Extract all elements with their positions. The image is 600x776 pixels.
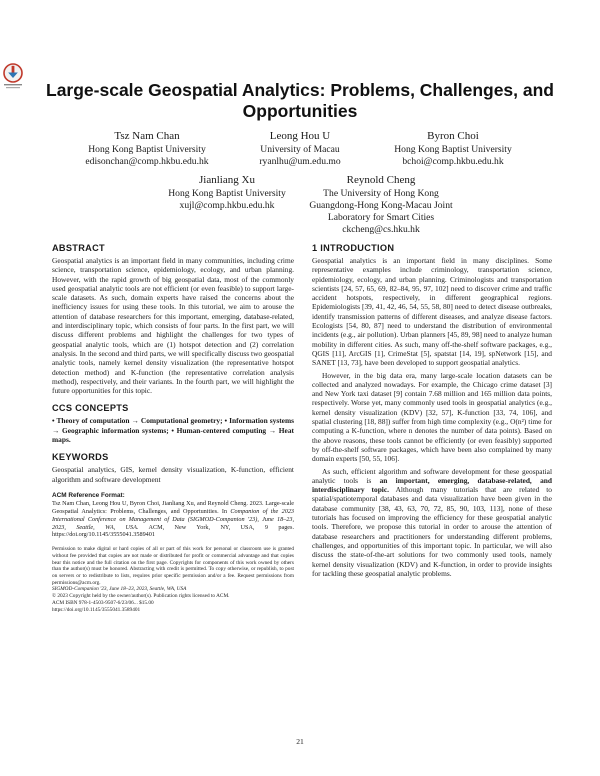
- author-affiliation: The University of Hong Kong: [323, 188, 439, 199]
- author-affiliation: Hong Kong Baptist University: [168, 188, 286, 199]
- check-for-updates-icon: [2, 62, 24, 90]
- author-affiliation: Hong Kong Baptist University: [394, 144, 512, 155]
- ccs-item: • Theory of computation → Computational geometry;: [52, 416, 223, 426]
- intro-text: Although many tutorials that are related to spatial/spatiotemporal databases and data visualization have been given in the database community [38, 43, 63, 70, 72, 85, 90, 103, 113], none of these tutorials has focused on improving the efficiency for these geospatial analytic tools. Therefore, we propose this tutorial in order to arouse the attention of database researchers and practitioners for understanding different problems, challenges, and opportunities of this important topic. In particular, we will also discuss the state-of-the-art solutions for two commonly used tools, namely kernel density visualization (KDV) and K-function, in order to provide insights for tackling these geospatial analytic problems.: [312, 485, 552, 578]
- author-affiliation: Hong Kong Baptist University: [88, 144, 206, 155]
- author-block: [286, 173, 476, 236]
- author-name: Tsz Nam Chan: [114, 130, 180, 142]
- author-email[interactable]: bchoi@comp.hkbu.edu.hk: [402, 156, 504, 167]
- keywords-heading: KEYWORDS: [52, 452, 109, 463]
- conference-line: SIGMOD-Companion '23, June 18–23, 2023, Seattle, WA, USA: [52, 586, 187, 593]
- intro-emphasis: an important, emerging, database-related, and interdisciplinary topic.: [312, 475, 552, 495]
- author-email[interactable]: edisonchan@comp.hkbu.edu.hk: [85, 156, 209, 167]
- author-name: Reynold Cheng: [346, 174, 416, 186]
- author-email[interactable]: ckcheng@cs.hku.hk: [342, 224, 420, 235]
- acm-reference-venue: Companion of the 2023 International Conference on Management of Data (SIGMOD-Companion '23), June 18–23, 2023, Seattle, WA, USA.: [52, 508, 295, 531]
- author-email[interactable]: ryanlhu@um.edu.mo: [259, 156, 341, 167]
- paper-title: Large-scale Geospatial Analytics: Problems, Challenges, and Opportunities: [46, 80, 554, 121]
- isbn-line: ACM ISBN 978-1-4503-9507-6/23/06... $15.00: [52, 599, 154, 606]
- keywords-text: Geospatial analytics, GIS, kernel density visualization, K-function, efficient algorithm and software development: [52, 465, 294, 484]
- author-name: Leong Hou U: [269, 130, 331, 142]
- ccs-heading: CCS CONCEPTS: [52, 403, 129, 414]
- acm-reference-heading: ACM Reference Format:: [52, 491, 125, 499]
- author-name: Jianliang Xu: [199, 174, 255, 186]
- acm-reference-doi[interactable]: ACM, New York, NY, USA, 9 pages. https://doi.org/10.1145/3555041.3589401: [52, 523, 294, 539]
- author-affiliation: University of Macau: [260, 144, 340, 155]
- author-block: [358, 129, 548, 168]
- acm-reference-text: [52, 500, 294, 539]
- copyright-line: © 2023 Copyright held by the owner/author(s). Publication rights licensed to ACM.: [52, 593, 230, 600]
- left-column: [52, 242, 294, 613]
- abstract-text: Geospatial analytics is an important field in many communities, including crime science, transportation science, epidemiology, ecology, and urban planning. However, with the rapid growth of big geospatial data, most of the commonly used geospatial analytic tools are not efficient (or even feasible) to support large-scale datasets. As such, domain experts have raised the concerns about the inefficiency issues for using these tools. In this tutorial, we aim to arouse the attention of database researchers for this important, emerging, database-related, and interdisciplinary topic, which consists of four parts. In the first part, we will discuss different problems and highlight the challenges for two types of geospatial analytic tools, which are (1) hotspot detection and (2) correlation analysis. In the second and third parts, we will specifically discuss two geospatial analytic tools, namely kernel density visualization (the representative hotspot detection method) and K-function (the representative correlation analysis method), respectively, and their variants. In the fourth part, we will highlight the future opportunities for this topic.: [52, 256, 294, 396]
- permission-notice: Permission to make digital or hard copies of all or part of this work for personal or classroom use is granted without fee provided that copies are not made or distributed for profit or commercial advantage and that copies bear this notice and the full citation on the first page. Copyrights for components of this work owned by others than the author(s) must be honored. Abstracting with credit is permitted. To copy otherwise, or republish, to post on servers or to redistribute to lists, requires prior specific permission and/or a fee. Request permissions from permissions@acm.org.: [52, 546, 294, 586]
- page-number: 21: [296, 737, 304, 746]
- intro-paragraph: However, in the big data era, many large-scale location datasets can be collected and analyzed nowadays. For example, the Chicago crime dataset [3] and New York taxi dataset [9] contain 7.68 million and 165 million data points, respectively. Worse yet, many commonly used tools in geospatial analytics (e.g., kernel density visualization (KDV) [32, 57], K-function [33, 74, 106], and spatial clustering [18, 88]) suffer from high time complexity (e.g., O(n²) time for computing a K-function, where n denotes the number of data points). Based on the above reasons, these tools cannot be efficiently (or even feasibly) supported by off-the-shelf software packages, which have been also complained by many domain experts [50, 55, 106].: [312, 370, 552, 464]
- introduction-heading: 1 INTRODUCTION: [312, 243, 395, 253]
- acm-reference-authors: Tsz Nam Chan, Leong Hou U, Byron Choi, Jianliang Xu, and Reynold Cheng. 2023. Large-scale Geospatial Analytics: Problems, Challenges, and Opportunities. In: [52, 500, 294, 516]
- ccs-item: • Human-centered computing → Heat maps.: [52, 425, 294, 445]
- author-email[interactable]: xujl@comp.hkbu.edu.hk: [179, 200, 275, 211]
- check-for-updates-badge[interactable]: [2, 62, 24, 90]
- intro-paragraph: [312, 467, 552, 579]
- ccs-concepts: [52, 416, 294, 444]
- intro-text: As such, efficient algorithm and software development for these geospatial analytic tools is: [312, 466, 552, 485]
- doi-link[interactable]: https://doi.org/10.1145/3555041.3589401: [52, 606, 141, 613]
- permission-block: [52, 546, 294, 613]
- abstract-heading: ABSTRACT: [52, 243, 105, 253]
- author-affiliation: Laboratory for Smart Cities: [327, 212, 435, 223]
- ccs-item: • Information systems → Geographic information systems;: [52, 416, 294, 435]
- author-name: Byron Choi: [427, 130, 479, 142]
- author-affiliation: Guangdong-Hong Kong-Macau Joint: [309, 200, 453, 211]
- intro-paragraph: Geospatial analytics is an important field in many disciplines. Some representative examples include criminology, transportation science, epidemiology, ecology, and urban planning. Criminologists and transportation scientists [24, 57, 65, 69, 82–84, 95, 97, 102] need to discover crime and traffic accident hotspots, respectively, in different geographical regions. Epidemiologists [39, 41, 42, 46, 54, 55, 58, 80] need to detect disease outbreaks, identify transmission patterns of different diseases, and analyze disease factors. Ecologists [54, 80, 87] need to understand the distribution of environmental incidents (e.g., air pollution). Urban planners [45, 89, 98] need to analyze human mobility in different cities. As such, many off-the-shelf software packages, e.g., QGIS [11], ArcGIS [1], CrimeStat [5], spatstat [14, 19], spNetwork [15], and SANET [13, 73], have been developed to support geospatial analytics.: [312, 256, 552, 368]
- right-column: [312, 242, 552, 578]
